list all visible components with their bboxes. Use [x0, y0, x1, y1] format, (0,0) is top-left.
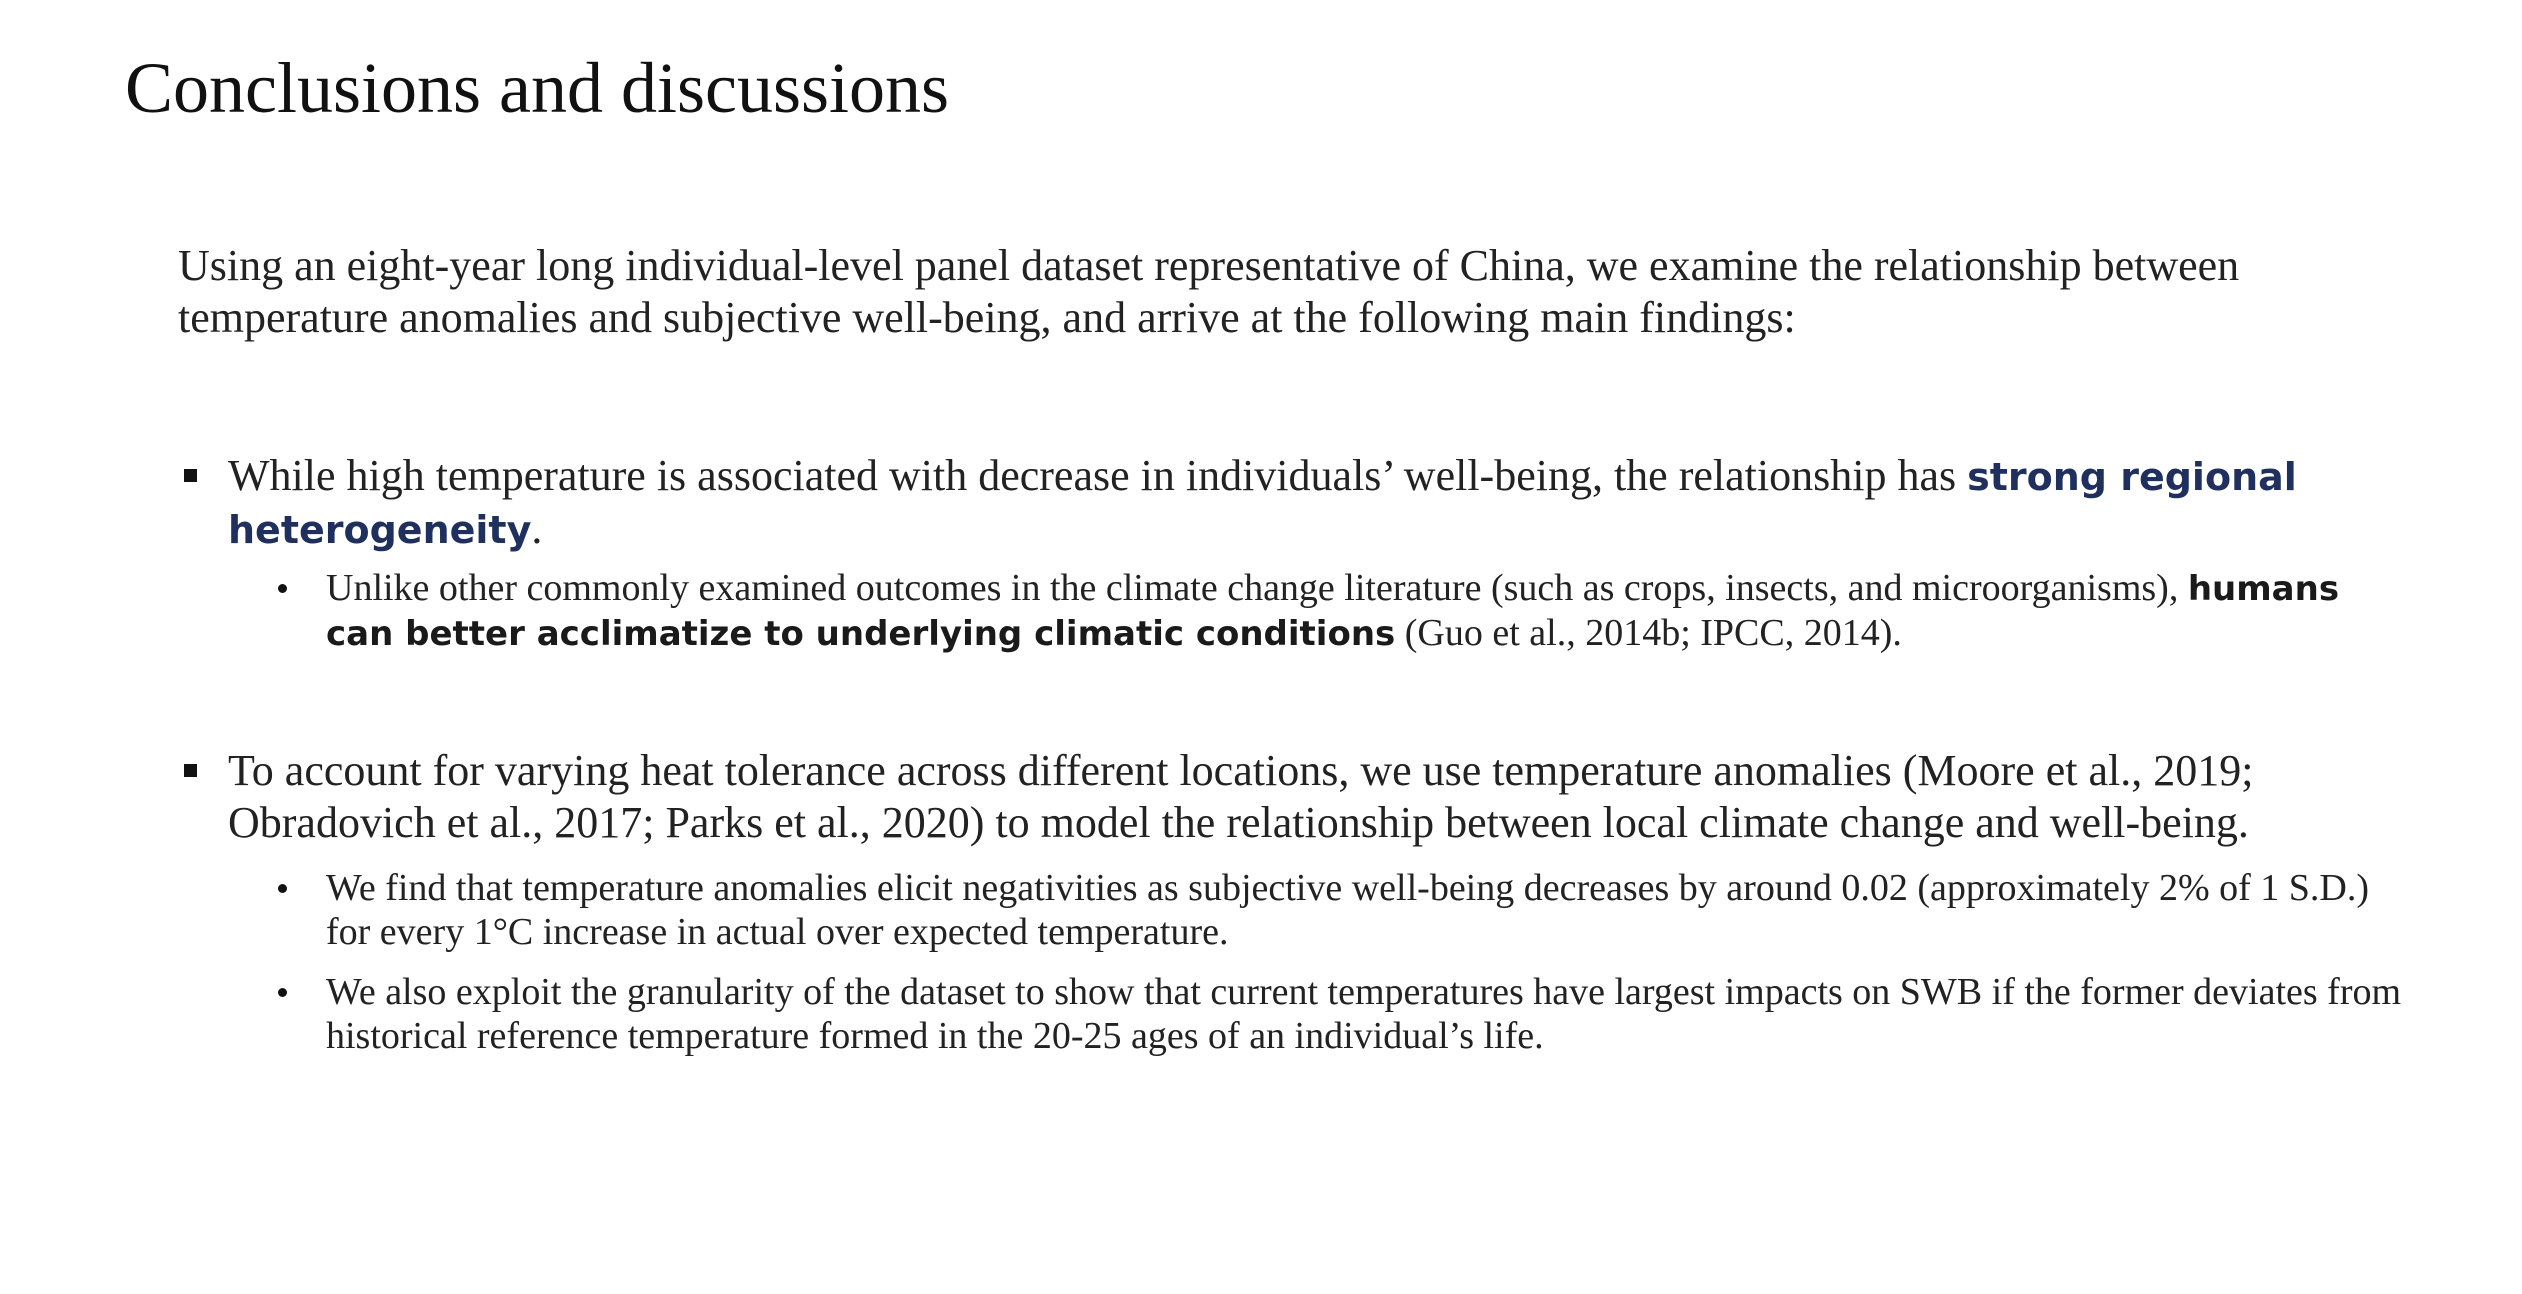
slide-title: Conclusions and discussions — [125, 48, 950, 128]
sub-bullet-1-1-text-after: (Guo et al., 2014b; IPCC, 2014). — [1395, 612, 1902, 654]
sub-bullet-2-2 — [278, 970, 2418, 1058]
intro-paragraph: Using an eight-year long individual-level panel dataset representative of China, we examine the relationship between temperature anomalies and subjective well-being, and arrive at the following main findings: — [178, 241, 2240, 342]
finding-bullet-1-text-before: While high temperature is associated with decrease in individuals’ well-being, the relationship has — [228, 451, 1968, 500]
sub-bullet-1-1-text — [326, 566, 2418, 656]
round-bullet-icon — [278, 988, 287, 997]
square-bullet-icon — [184, 469, 197, 482]
finding-bullet-1-text — [228, 450, 2418, 556]
sub-bullet-2-2-text: We also exploit the granularity of the dataset to show that current temperatures have largest impacts on SWB if the former deviates from historical reference temperature formed in the 20-25 ages of an individual’s life. — [326, 971, 2402, 1057]
sub-bullet-1-1-emphasis: humans can better acclimatize to underlying climatic conditions — [326, 569, 2340, 654]
finding-bullet-2-text: To account for varying heat tolerance across different locations, we use temperature anomalies (Moore et al., 2019; Obradovich et al., 2017; Parks et al., 2020) to model the relationship between local climate change and well-being. — [228, 746, 2254, 847]
sub-bullet-1-1 — [278, 566, 2418, 656]
finding-bullet-1 — [178, 450, 2418, 556]
round-bullet-icon — [278, 884, 287, 893]
sub-bullet-1-1-text-before: Unlike other commonly examined outcomes in the climate change literature (such as crops, insects, and microorganisms), — [326, 567, 2188, 609]
finding-bullet-1-emphasis: strong regional heterogeneity — [228, 455, 2297, 552]
round-bullet-icon — [278, 584, 287, 593]
finding-bullet-2 — [178, 745, 2418, 849]
sub-bullet-2-1 — [278, 866, 2418, 954]
square-bullet-icon — [184, 764, 197, 777]
sub-bullet-2-1-text: We find that temperature anomalies elicit negativities as subjective well-being decreases by around 0.02 (approximately 2% of 1 S.D.) for every 1°C increase in actual over expected temperature. — [326, 867, 2370, 953]
finding-bullet-1-text-after: . — [531, 504, 543, 553]
